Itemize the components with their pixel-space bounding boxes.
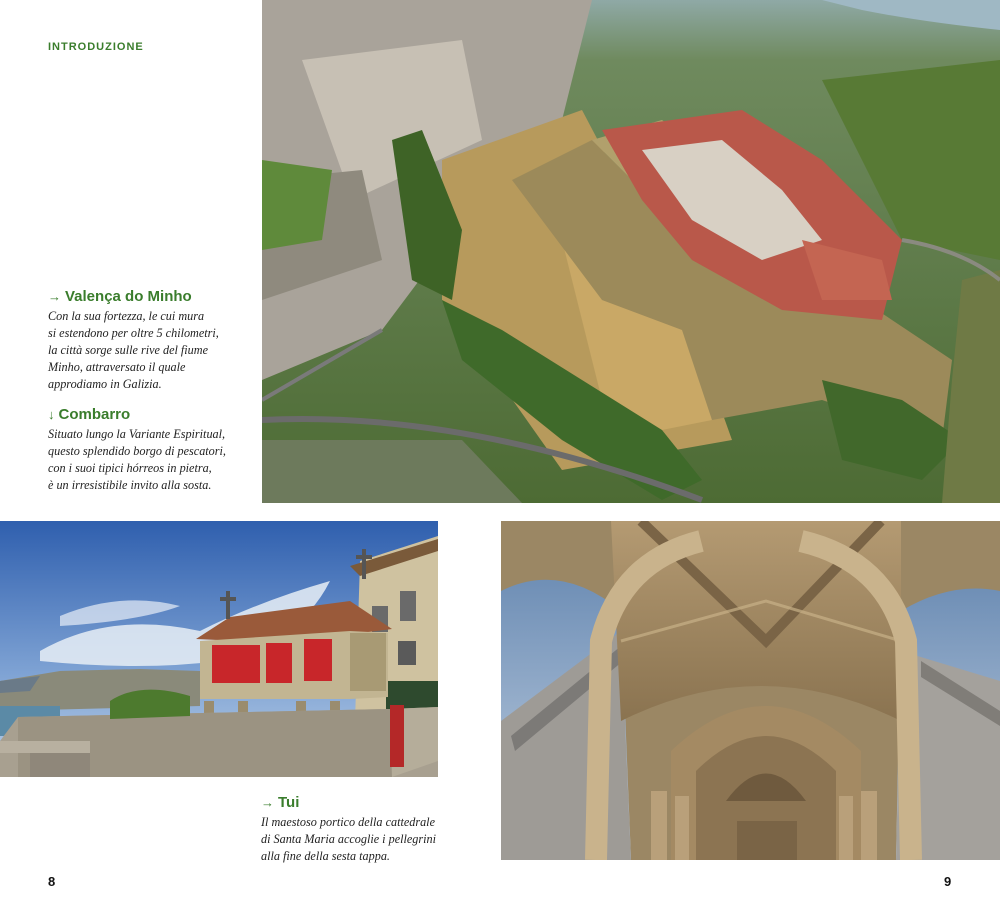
caption-line: Il maestoso portico della cattedrale — [261, 815, 435, 829]
caption-line: si estendono per oltre 5 chilometri, — [48, 326, 219, 340]
caption-line: questo splendido borgo di pescatori, — [48, 444, 226, 458]
section-label: INTRODUZIONE — [48, 41, 144, 53]
page-number-left: 8 — [48, 874, 56, 889]
photo-combarro-horreo — [0, 521, 438, 777]
caption-line: alla fine della sesta tappa. — [261, 849, 390, 863]
cathedral-portico-image — [501, 521, 1000, 860]
caption-line: Con la sua fortezza, le cui mura — [48, 309, 205, 323]
photo-valenca-aerial — [262, 0, 1000, 503]
caption-title-combarro — [48, 406, 253, 423]
caption-valenca — [48, 288, 248, 393]
horreo-image — [0, 521, 438, 777]
caption-line: Situato lungo la Variante Espiritual, — [48, 427, 226, 441]
caption-tui — [261, 794, 471, 865]
arrow-down-icon: ↓ — [48, 407, 55, 422]
caption-title-text: Valença do Minho — [65, 288, 192, 305]
caption-title-text: Combarro — [58, 406, 131, 423]
caption-title-tui — [261, 794, 471, 811]
caption-combarro — [48, 406, 253, 494]
caption-body-tui — [261, 814, 471, 865]
caption-line: è un irresistibile invito alla sosta. — [48, 478, 212, 492]
caption-line: con i suoi tipici hórreos in pietra, — [48, 461, 212, 475]
caption-body-combarro — [48, 426, 253, 494]
caption-title-text: Tui — [278, 794, 300, 811]
arrow-right-icon: → — [261, 795, 274, 810]
caption-line: la città sorge sulle rive del fiume — [48, 343, 208, 357]
caption-line: approdiamo in Galizia. — [48, 377, 162, 391]
caption-title-valenca — [48, 288, 248, 305]
caption-line: Minho, attraversato il quale — [48, 360, 186, 374]
arrow-right-icon: → — [48, 289, 61, 304]
aerial-fortress-image — [262, 0, 1000, 503]
caption-line: di Santa Maria accoglie i pellegrini — [261, 832, 436, 846]
caption-body-valenca — [48, 308, 248, 393]
photo-tui-cathedral — [501, 521, 1000, 860]
page-number-right: 9 — [944, 874, 952, 889]
